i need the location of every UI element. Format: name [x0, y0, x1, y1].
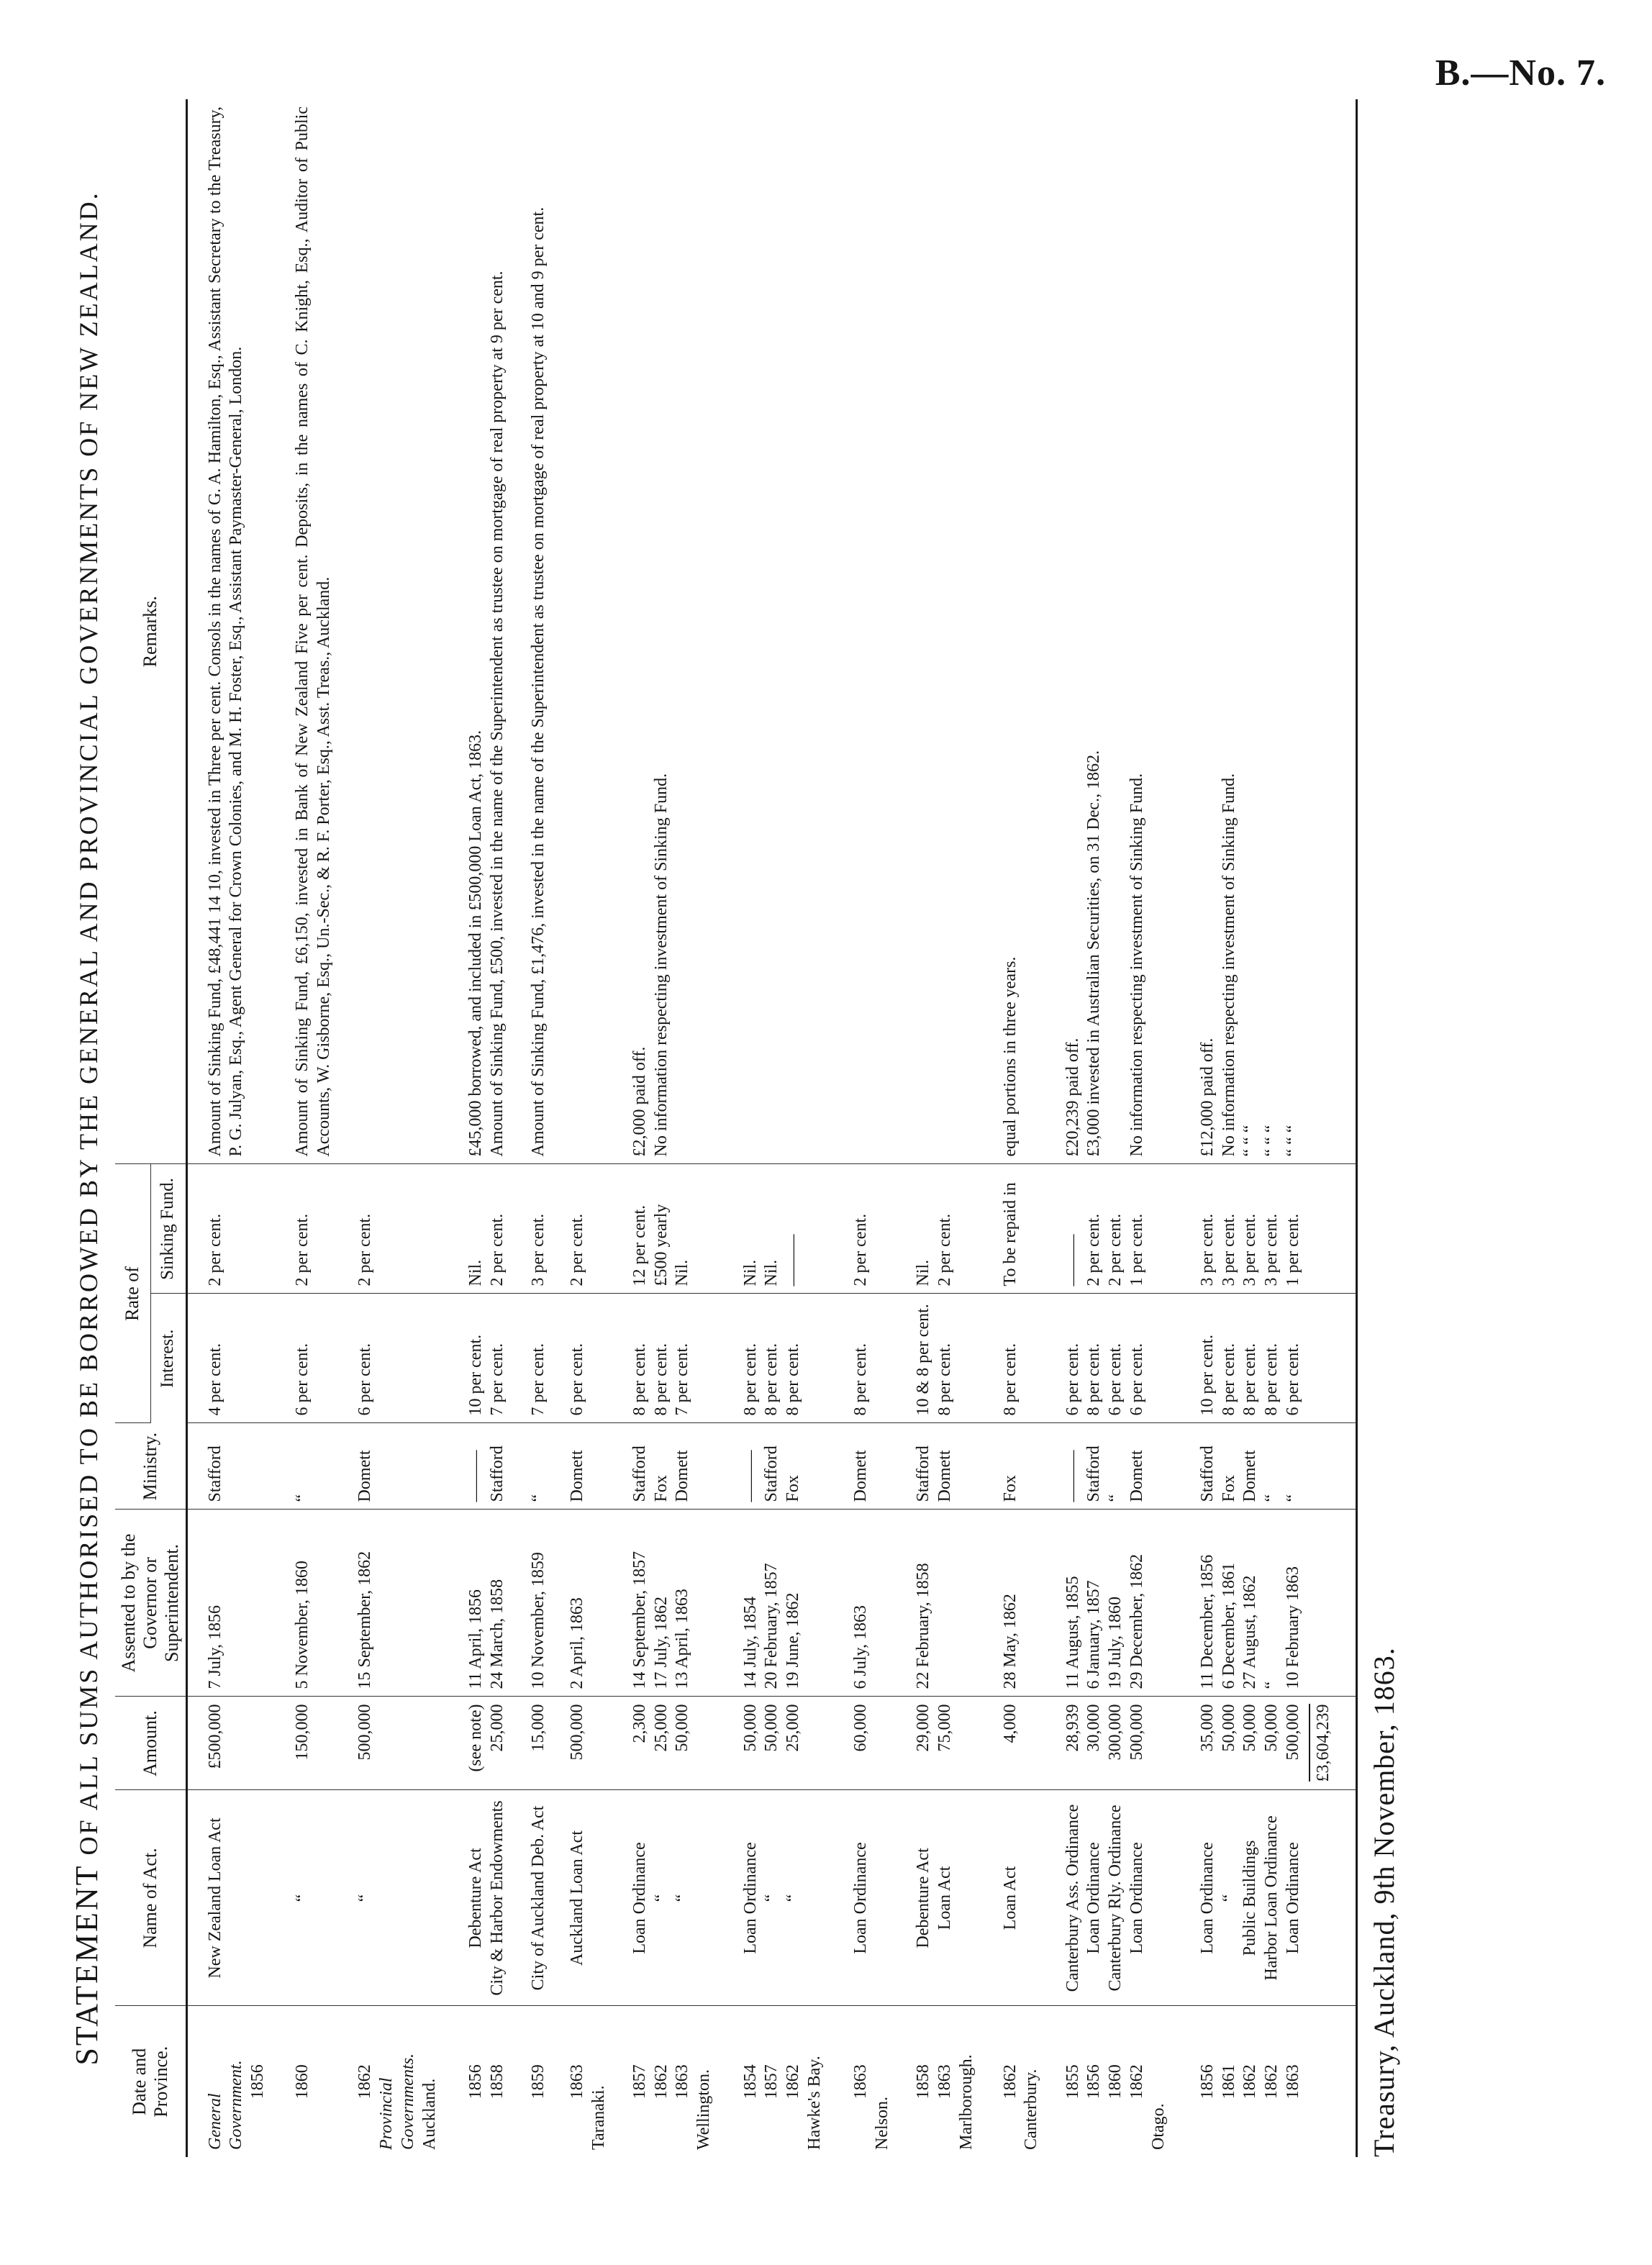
remarks-cell [840, 99, 903, 1164]
year-label: 1855 [1063, 2064, 1082, 2100]
loans-table-body [186, 99, 1356, 2157]
assented-cell: 7 July, 1856 [186, 1510, 282, 1697]
title-lead: STATEMENT [69, 1864, 104, 2066]
table-row [282, 99, 345, 2157]
amount-cell: 35,000 50,000 50,000 50,000 500,000 £3,604,239 [1187, 1697, 1357, 1790]
assented-cell: 2 April, 1863 [557, 1510, 620, 1697]
interest-rate-cell: 8 per cent. [840, 1294, 903, 1423]
assented-cell: 14 July, 1854 20 February, 1857 19 June, 1862 [730, 1510, 841, 1697]
sinking-fund-cell: ——— 2 per cent. 2 per cent. 1 per cent. [1053, 1164, 1187, 1294]
header-assented: Assented to by the Governor or Superintendent. [115, 1510, 186, 1697]
act-name-cell: City of Auckland Deb. Act [518, 1790, 557, 2006]
year-label: 1856 [1197, 2064, 1217, 2100]
year-label: 1861 [1219, 2064, 1238, 2100]
year-label: 1860 [1106, 2064, 1125, 2100]
act-name-cell: Loan Ordinance “ “ [730, 1790, 841, 2006]
amount-cell: 150,000 [282, 1697, 345, 1790]
table-row [840, 99, 903, 2157]
sinking-fund-cell: Nil. Nil. ——— [730, 1164, 841, 1294]
ministry-cell: “ [518, 1423, 557, 1510]
document-number: B.—No. 7. [1435, 53, 1606, 94]
interest-rate-cell: 8 per cent. 8 per cent. 8 per cent. [730, 1294, 841, 1423]
header-amount: Amount. [115, 1697, 186, 1790]
header-rate-of: Rate of [115, 1164, 150, 1423]
province-label: Canterbury. [1022, 2069, 1041, 2150]
amount-cell: 4,000 [990, 1697, 1053, 1790]
sinking-fund-cell: To be repaid in [990, 1164, 1053, 1294]
date-province-cell [557, 2006, 620, 2157]
sinking-fund-cell: Nil. 2 per cent. [903, 1164, 989, 1294]
assented-cell: 6 July, 1863 [840, 1510, 903, 1697]
sinking-fund-cell: 3 per cent. 3 per cent. 3 per cent. 3 per cent. 1 per cent. [1187, 1164, 1357, 1294]
header-sinking-fund: Sinking Fund. [150, 1164, 186, 1294]
assented-cell: 11 December, 1856 6 December, 1861 27 August, 1862 “ 10 February 1863 [1187, 1510, 1357, 1697]
year-label: 1863 [851, 2064, 871, 2100]
remarks-cell [345, 99, 455, 1164]
year-label: 1858 [914, 2064, 933, 2100]
table-row [730, 99, 841, 2157]
assented-cell: 5 November, 1860 [282, 1510, 345, 1697]
remarks-cell: £45,000 borrowed, and included in £500,000 Loan Act, 1863. Amount of Sinking Fund, £500, invested in the name of the Superintendent as trustee on mortgage of real property at 9 per cent. [455, 99, 518, 1164]
act-name-cell: Canterbury Ass. Ordinance Loan Ordinance Canterbury Rly. Ordinance Loan Ordinance [1053, 1790, 1187, 2006]
year-label: 1862 [651, 2064, 671, 2100]
table-row [557, 99, 620, 2157]
table-row [990, 99, 1053, 2157]
remarks-cell: Amount of Sinking Fund, £48,441 14 10, invested in Three per cent. Consols in the names of G. A. Hamilton, Esq., Assistant Secretary to the Treasury, P. G. Julyan, Esq., Agent General for Crown Colonies, and M. H. Foster, Esq., Assistant Paymaster-General, London. [186, 99, 282, 1164]
act-name-cell: Auckland Loan Act [557, 1790, 620, 2006]
table-row [903, 99, 989, 2157]
remarks-cell [557, 99, 620, 1164]
loans-table [115, 99, 1358, 2157]
title-rest: OF ALL SUMS AUTHORISED TO BE BORROWED BY THE GENERAL AND PROVINCIAL GOVERNMENTS OF NEW ZEALAND. [74, 191, 103, 1856]
assented-cell: 14 September, 1857 17 July, 1862 13 April, 1863 [620, 1510, 730, 1697]
table-row [345, 99, 455, 2157]
interest-rate-cell: 8 per cent. 8 per cent. 7 per cent. [620, 1294, 730, 1423]
assented-cell: 10 November, 1859 [518, 1510, 557, 1697]
assented-cell: 28 May, 1862 [990, 1510, 1053, 1697]
year-label: 1859 [529, 2064, 548, 2100]
amount-cell: (see note) 25,000 [455, 1697, 518, 1790]
assented-cell: 22 February, 1858 [903, 1510, 989, 1697]
ministry-cell: Stafford [186, 1423, 282, 1510]
table-row [455, 99, 518, 2157]
amount-cell: 50,000 50,000 25,000 [730, 1697, 841, 1790]
year-label: 1858 [487, 2064, 507, 2100]
statement-title [68, 92, 105, 2164]
province-label: Otago. [1148, 2103, 1168, 2150]
province-label: Marlborough. [956, 2054, 976, 2150]
amount-cell: 15,000 [518, 1697, 557, 1790]
header-act: Name of Act. [115, 1790, 186, 2006]
date-province-cell [1187, 2006, 1357, 2157]
date-province-cell [840, 2006, 903, 2157]
treasury-footer: Treasury, Auckland, 9th November, 1863. [1368, 1647, 1400, 2157]
assented-cell: 11 April, 1856 24 March, 1858 [455, 1510, 518, 1697]
amount-cell: 500,000 [557, 1697, 620, 1790]
year-label: 1862 [784, 2064, 803, 2100]
table-row [186, 99, 282, 2157]
act-name-cell: New Zealand Loan Act [186, 1790, 282, 2006]
act-name-cell: Loan Ordinance “ Public Buildings Harbor Loan Ordinance Loan Ordinance [1187, 1790, 1357, 2006]
amount-cell: 500,000 [345, 1697, 455, 1790]
remarks-cell: equal portions in three years. [990, 99, 1053, 1164]
date-province-cell [990, 2006, 1053, 2157]
year-label: 1863 [567, 2064, 586, 2100]
amount-cell: 28,939 30,000 300,000 500,000 [1053, 1697, 1187, 1790]
year-label: 1856 [466, 2064, 486, 2100]
table-row [518, 99, 557, 2157]
year-label: 1862 [355, 2064, 375, 2100]
year-label: 1856 [1084, 2064, 1104, 2100]
ministry-cell: Domett [345, 1423, 455, 1510]
amount-cell: 2,300 25,000 50,000 [620, 1697, 730, 1790]
ministry-cell: Stafford Fox Domett “ “ [1187, 1423, 1357, 1510]
province-label: Hawke's Bay. [804, 2056, 824, 2150]
amount-cell: 29,000 75,000 [903, 1697, 989, 1790]
ministry-cell: ——— Stafford Fox [730, 1423, 841, 1510]
sinking-fund-cell: 2 per cent. [282, 1164, 345, 1294]
date-province-cell [345, 2006, 455, 2157]
act-name-cell: “ [282, 1790, 345, 2006]
ministry-cell: “ [282, 1423, 345, 1510]
province-label: Wellington. [694, 2069, 714, 2150]
table-row [620, 99, 730, 2157]
date-province-cell [518, 2006, 557, 2157]
year-label: 1856 [248, 2064, 268, 2100]
interest-rate-cell: 10 & 8 per cent. 8 per cent. [903, 1294, 989, 1423]
act-name-cell: Debenture Act City & Harbor Endowments [455, 1790, 518, 2006]
ministry-cell: ——— Stafford “ Domett [1053, 1423, 1187, 1510]
act-name-cell: Loan Ordinance “ “ [620, 1790, 730, 2006]
sinking-fund-cell: 3 per cent. [518, 1164, 557, 1294]
assented-cell: 15 September, 1862 [345, 1510, 455, 1697]
ministry-cell: Domett [557, 1423, 620, 1510]
interest-rate-cell: 6 per cent. [345, 1294, 455, 1423]
year-label: 1862 [1262, 2064, 1281, 2100]
header-interest: Interest. [150, 1294, 186, 1423]
year-label: 1862 [1240, 2064, 1260, 2100]
date-province-cell [730, 2006, 841, 2157]
year-label: 1857 [630, 2064, 649, 2100]
remarks-cell [903, 99, 989, 1164]
sinking-fund-cell: 12 per cent. £500 yearly Nil. [620, 1164, 730, 1294]
remarks-cell [730, 99, 841, 1164]
header-date: Date and Province. [115, 2006, 186, 2157]
interest-rate-cell: 7 per cent. [518, 1294, 557, 1423]
date-province-cell [620, 2006, 730, 2157]
interest-rate-cell: 6 per cent. [557, 1294, 620, 1423]
interest-rate-cell: 10 per cent. 7 per cent. [455, 1294, 518, 1423]
ministry-cell: ——— Stafford [455, 1423, 518, 1510]
act-name-cell: Debenture Act Loan Act [903, 1790, 989, 2006]
amount-cell: £500,000 [186, 1697, 282, 1790]
remarks-cell: Amount of Sinking Fund, £1,476, invested in the name of the Superintendent as trustee on mortgage of real property at 10 and 9 per cent. [518, 99, 557, 1164]
act-name-cell: “ [345, 1790, 455, 2006]
ministry-cell: Domett [840, 1423, 903, 1510]
sinking-fund-cell: 2 per cent. [345, 1164, 455, 1294]
date-province-cell [186, 2006, 282, 2157]
year-label: 1863 [673, 2064, 692, 2100]
year-label: 1863 [1283, 2064, 1302, 2100]
total-amount: £3,604,239 [1309, 1705, 1335, 1782]
table-row [1187, 99, 1357, 2157]
interest-rate-cell: 4 per cent. [186, 1294, 282, 1423]
act-name-cell: Loan Ordinance [840, 1790, 903, 2006]
year-label: 1862 [1000, 2064, 1020, 2100]
province-label: Nelson. [873, 2097, 892, 2150]
sinking-fund-cell: Nil. 2 per cent. [455, 1164, 518, 1294]
remarks-cell: £12,000 paid off. No information respecting investment of Sinking Fund. “ “ “ “ “ “ “ “ “ [1187, 99, 1357, 1164]
sinking-fund-cell: 2 per cent. [557, 1164, 620, 1294]
assented-cell: 11 August, 1855 6 January, 1857 19 July, 1860 29 December, 1862 [1053, 1510, 1187, 1697]
province-label: General Government. [205, 2060, 246, 2150]
date-province-cell [282, 2006, 345, 2157]
remarks-cell: £2,000 paid off. No information respecting investment of Sinking Fund. [620, 99, 730, 1164]
amount-cell: 60,000 [840, 1697, 903, 1790]
ministry-cell: Stafford Fox Domett [620, 1423, 730, 1510]
remarks-cell: Amount of Sinking Fund, £6,150, invested in Bank of New Zealand Five per cent. Deposits, in the names of C. Knight, Esq., Auditor of Public Accounts, W. Gisborne, Esq., Un.-Sec., & R. F. Porter, Esq., Asst. Treas., Auckland. [282, 99, 345, 1164]
province-label: Auckland. [419, 2078, 439, 2150]
sinking-fund-cell: 2 per cent. [840, 1164, 903, 1294]
interest-rate-cell: 10 per cent. 8 per cent. 8 per cent. 8 per cent. 6 per cent. [1187, 1294, 1357, 1423]
table-row [1053, 99, 1187, 2157]
date-province-cell [455, 2006, 518, 2157]
header-ministry: Ministry. [115, 1423, 186, 1510]
header-remarks: Remarks. [115, 99, 186, 1164]
interest-rate-cell: 6 per cent. 8 per cent. 6 per cent. 6 per cent. [1053, 1294, 1187, 1423]
province-label: Provincial Governments. [377, 2053, 417, 2150]
remarks-cell: £20,239 paid off. £3,000 invested in Australian Securities, on 31 Dec., 1862. No information respecting investment of Sinking Fund. [1053, 99, 1187, 1164]
act-name-cell: Loan Act [990, 1790, 1053, 2006]
year-label: 1854 [740, 2064, 760, 2100]
year-label: 1862 [1127, 2064, 1146, 2100]
sinking-fund-cell: 2 per cent. [186, 1164, 282, 1294]
province-label: Taranaki. [589, 2085, 608, 2150]
year-label: 1863 [935, 2064, 955, 2100]
interest-rate-cell: 6 per cent. [282, 1294, 345, 1423]
ministry-cell: Fox [990, 1423, 1053, 1510]
year-label: 1857 [762, 2064, 781, 2100]
interest-rate-cell: 8 per cent. [990, 1294, 1053, 1423]
date-province-cell [1053, 2006, 1187, 2157]
date-province-cell [903, 2006, 989, 2157]
year-label: 1860 [293, 2064, 312, 2100]
ministry-cell: Stafford Domett [903, 1423, 989, 1510]
